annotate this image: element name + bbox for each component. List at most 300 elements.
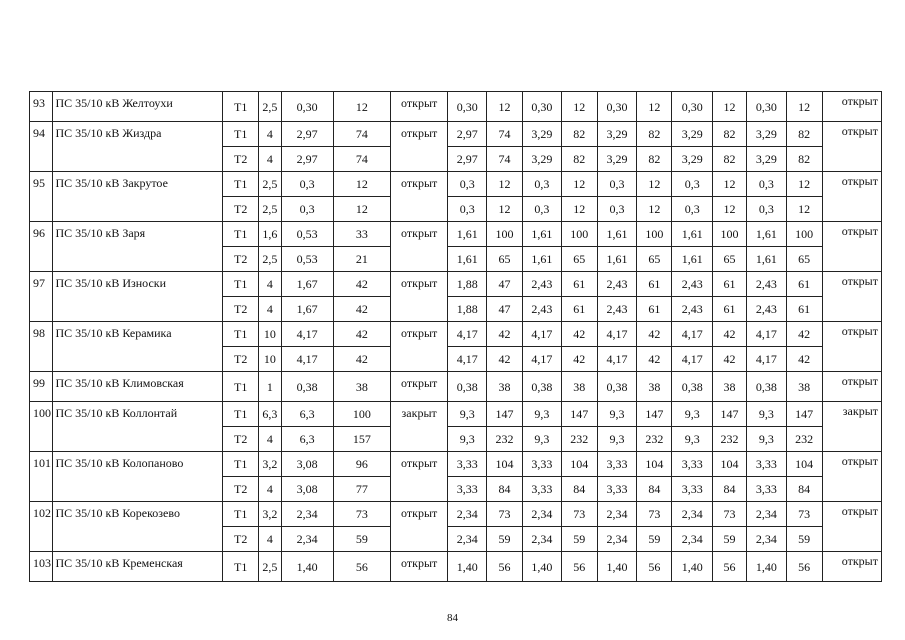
load-value-cell: 1,67	[281, 297, 333, 322]
load-value-cell: 2,34	[281, 527, 333, 552]
forecast-load-cell: 0,38	[672, 372, 713, 402]
table-row	[30, 122, 882, 147]
forecast-load-cell: 2,43	[597, 297, 637, 322]
substation-name-cell: ПС 35/10 кВ Климовская	[52, 372, 223, 402]
forecast-load-cell: 1,61	[597, 247, 637, 272]
forecast-percent-cell: 65	[786, 247, 822, 272]
forecast-percent-cell: 61	[713, 297, 747, 322]
forecast-percent-cell: 82	[713, 147, 747, 172]
row-number-cell: 94	[30, 122, 53, 172]
load-value-cell: 2,97	[281, 122, 333, 147]
forecast-percent-cell: 38	[637, 372, 672, 402]
forecast-load-cell: 3,33	[746, 477, 786, 502]
forecast-load-cell: 0,38	[522, 372, 561, 402]
forecast-percent-cell: 232	[713, 427, 747, 452]
rated-power-cell: 3,2	[259, 452, 282, 477]
forecast-load-cell: 0,38	[448, 372, 487, 402]
forecast-percent-cell: 232	[487, 427, 523, 452]
forecast-load-cell: 9,3	[672, 427, 713, 452]
forecast-load-cell: 0,30	[672, 92, 713, 122]
table-row	[30, 452, 882, 477]
forecast-load-cell: 2,34	[522, 502, 561, 527]
load-percent-cell: 42	[333, 322, 390, 347]
table-row	[30, 172, 882, 197]
forecast-percent-cell: 12	[637, 197, 672, 222]
forecast-percent-cell: 74	[487, 147, 523, 172]
forecast-load-cell: 2,43	[672, 297, 713, 322]
forecast-load-cell: 4,17	[448, 347, 487, 372]
status-cell: открыт	[391, 92, 448, 122]
forecast-load-cell: 0,3	[448, 197, 487, 222]
forecast-load-cell: 1,40	[746, 552, 786, 582]
forecast-percent-cell: 147	[561, 402, 597, 427]
forecast-load-cell: 2,97	[448, 122, 487, 147]
forecast-load-cell: 0,38	[746, 372, 786, 402]
forecast-percent-cell: 61	[637, 272, 672, 297]
forecast-load-cell: 0,3	[522, 172, 561, 197]
load-value-cell: 2,97	[281, 147, 333, 172]
forecast-percent-cell: 42	[487, 322, 523, 347]
forecast-percent-cell: 12	[786, 172, 822, 197]
forecast-load-cell: 1,61	[522, 247, 561, 272]
forecast-percent-cell: 42	[637, 322, 672, 347]
transformer-cell: Т2	[223, 427, 259, 452]
forecast-percent-cell: 42	[786, 347, 822, 372]
transformer-cell: Т2	[223, 347, 259, 372]
row-number-cell: 97	[30, 272, 53, 322]
rated-power-cell: 4	[259, 427, 282, 452]
forecast-percent-cell: 232	[561, 427, 597, 452]
rated-power-cell: 4	[259, 122, 282, 147]
forecast-load-cell: 2,34	[522, 527, 561, 552]
forecast-load-cell: 9,3	[448, 427, 487, 452]
forecast-load-cell: 1,40	[672, 552, 713, 582]
forecast-load-cell: 3,33	[672, 477, 713, 502]
forecast-load-cell: 4,17	[597, 322, 637, 347]
final-status-cell: открыт	[822, 222, 881, 272]
forecast-load-cell: 3,33	[597, 452, 637, 477]
rated-power-cell: 4	[259, 272, 282, 297]
transformer-cell: Т2	[223, 147, 259, 172]
substation-load-table	[29, 91, 882, 582]
forecast-percent-cell: 84	[487, 477, 523, 502]
forecast-percent-cell: 38	[561, 372, 597, 402]
table-body	[30, 92, 882, 582]
forecast-percent-cell: 104	[713, 452, 747, 477]
table-row	[30, 502, 882, 527]
forecast-load-cell: 4,17	[448, 322, 487, 347]
forecast-load-cell: 1,61	[597, 222, 637, 247]
final-status-cell: открыт	[822, 272, 881, 322]
forecast-percent-cell: 73	[786, 502, 822, 527]
forecast-percent-cell: 104	[637, 452, 672, 477]
forecast-percent-cell: 12	[487, 92, 523, 122]
forecast-percent-cell: 147	[637, 402, 672, 427]
table-row	[30, 92, 882, 122]
forecast-load-cell: 2,34	[597, 527, 637, 552]
substation-name-cell: ПС 35/10 кВ Кременская	[52, 552, 223, 582]
final-status-cell: открыт	[822, 172, 881, 222]
load-value-cell: 3,08	[281, 477, 333, 502]
forecast-percent-cell: 232	[637, 427, 672, 452]
table-row	[30, 272, 882, 297]
row-number-cell: 98	[30, 322, 53, 372]
forecast-load-cell: 0,38	[597, 372, 637, 402]
load-value-cell: 1,67	[281, 272, 333, 297]
forecast-percent-cell: 65	[487, 247, 523, 272]
final-status-cell: открыт	[822, 552, 881, 582]
forecast-percent-cell: 38	[713, 372, 747, 402]
load-value-cell: 0,53	[281, 247, 333, 272]
forecast-percent-cell: 84	[786, 477, 822, 502]
transformer-cell: Т2	[223, 197, 259, 222]
rated-power-cell: 1,6	[259, 222, 282, 247]
forecast-load-cell: 9,3	[597, 427, 637, 452]
rated-power-cell: 2,5	[259, 197, 282, 222]
load-value-cell: 4,17	[281, 347, 333, 372]
transformer-cell: Т1	[223, 122, 259, 147]
substation-table-sheet	[29, 91, 882, 595]
forecast-load-cell: 1,61	[672, 247, 713, 272]
load-percent-cell: 96	[333, 452, 390, 477]
forecast-percent-cell: 73	[561, 502, 597, 527]
forecast-load-cell: 3,33	[522, 452, 561, 477]
forecast-load-cell: 0,30	[448, 92, 487, 122]
forecast-load-cell: 1,40	[448, 552, 487, 582]
forecast-percent-cell: 100	[786, 222, 822, 247]
row-number-cell: 100	[30, 402, 53, 452]
row-number-cell: 99	[30, 372, 53, 402]
forecast-percent-cell: 42	[561, 322, 597, 347]
status-cell: закрыт	[391, 402, 448, 452]
forecast-percent-cell: 100	[637, 222, 672, 247]
transformer-cell: Т2	[223, 527, 259, 552]
forecast-percent-cell: 65	[637, 247, 672, 272]
forecast-load-cell: 2,43	[746, 272, 786, 297]
forecast-percent-cell: 12	[713, 92, 747, 122]
forecast-load-cell: 2,43	[746, 297, 786, 322]
substation-name-cell: ПС 35/10 кВ Закрутое	[52, 172, 223, 222]
forecast-percent-cell: 82	[786, 147, 822, 172]
load-value-cell: 6,3	[281, 402, 333, 427]
row-number-cell: 95	[30, 172, 53, 222]
final-status-cell: открыт	[822, 452, 881, 502]
forecast-percent-cell: 59	[637, 527, 672, 552]
forecast-percent-cell: 42	[561, 347, 597, 372]
transformer-cell: Т1	[223, 502, 259, 527]
forecast-load-cell: 0,3	[448, 172, 487, 197]
status-cell: открыт	[391, 502, 448, 552]
load-value-cell: 0,30	[281, 92, 333, 122]
forecast-load-cell: 2,34	[448, 502, 487, 527]
forecast-percent-cell: 84	[637, 477, 672, 502]
forecast-percent-cell: 59	[713, 527, 747, 552]
transformer-cell: Т1	[223, 92, 259, 122]
row-number-cell: 103	[30, 552, 53, 582]
final-status-cell: открыт	[822, 502, 881, 552]
final-status-cell: открыт	[822, 372, 881, 402]
load-value-cell: 0,53	[281, 222, 333, 247]
forecast-percent-cell: 12	[487, 197, 523, 222]
forecast-load-cell: 9,3	[746, 427, 786, 452]
forecast-load-cell: 1,40	[522, 552, 561, 582]
forecast-load-cell: 4,17	[597, 347, 637, 372]
forecast-percent-cell: 56	[487, 552, 523, 582]
load-percent-cell: 42	[333, 297, 390, 322]
table-row	[30, 552, 882, 582]
forecast-load-cell: 4,17	[672, 322, 713, 347]
forecast-percent-cell: 38	[786, 372, 822, 402]
forecast-load-cell: 0,3	[597, 197, 637, 222]
load-percent-cell: 21	[333, 247, 390, 272]
load-value-cell: 0,3	[281, 172, 333, 197]
forecast-load-cell: 3,33	[522, 477, 561, 502]
transformer-cell: Т1	[223, 372, 259, 402]
final-status-cell: открыт	[822, 92, 881, 122]
forecast-load-cell: 3,29	[522, 122, 561, 147]
forecast-percent-cell: 12	[561, 197, 597, 222]
forecast-percent-cell: 47	[487, 272, 523, 297]
forecast-load-cell: 4,17	[522, 322, 561, 347]
forecast-load-cell: 4,17	[746, 347, 786, 372]
rated-power-cell: 2,5	[259, 552, 282, 582]
forecast-percent-cell: 73	[713, 502, 747, 527]
substation-name-cell: ПС 35/10 кВ Корекозево	[52, 502, 223, 552]
forecast-percent-cell: 12	[786, 197, 822, 222]
status-cell: открыт	[391, 272, 448, 322]
forecast-load-cell: 1,40	[597, 552, 637, 582]
forecast-load-cell: 3,33	[448, 452, 487, 477]
forecast-percent-cell: 42	[713, 322, 747, 347]
forecast-percent-cell: 56	[713, 552, 747, 582]
forecast-percent-cell: 100	[487, 222, 523, 247]
forecast-percent-cell: 59	[786, 527, 822, 552]
load-percent-cell: 74	[333, 122, 390, 147]
rated-power-cell: 3,2	[259, 502, 282, 527]
status-cell: открыт	[391, 172, 448, 222]
forecast-load-cell: 3,33	[597, 477, 637, 502]
forecast-load-cell: 2,34	[746, 502, 786, 527]
forecast-load-cell: 2,34	[746, 527, 786, 552]
forecast-load-cell: 3,29	[597, 147, 637, 172]
forecast-percent-cell: 59	[561, 527, 597, 552]
load-percent-cell: 12	[333, 172, 390, 197]
load-percent-cell: 42	[333, 272, 390, 297]
transformer-cell: Т1	[223, 172, 259, 197]
forecast-percent-cell: 61	[713, 272, 747, 297]
forecast-load-cell: 9,3	[522, 402, 561, 427]
rated-power-cell: 4	[259, 297, 282, 322]
forecast-percent-cell: 42	[637, 347, 672, 372]
load-value-cell: 2,34	[281, 502, 333, 527]
table-row	[30, 222, 882, 247]
row-number-cell: 102	[30, 502, 53, 552]
forecast-percent-cell: 42	[713, 347, 747, 372]
row-number-cell: 96	[30, 222, 53, 272]
load-percent-cell: 42	[333, 347, 390, 372]
substation-name-cell: ПС 35/10 кВ Заря	[52, 222, 223, 272]
forecast-load-cell: 3,29	[672, 122, 713, 147]
load-percent-cell: 33	[333, 222, 390, 247]
forecast-percent-cell: 12	[487, 172, 523, 197]
forecast-load-cell: 1,61	[448, 247, 487, 272]
load-percent-cell: 73	[333, 502, 390, 527]
rated-power-cell: 4	[259, 527, 282, 552]
load-value-cell: 6,3	[281, 427, 333, 452]
forecast-percent-cell: 61	[637, 297, 672, 322]
forecast-percent-cell: 61	[561, 272, 597, 297]
forecast-percent-cell: 82	[561, 122, 597, 147]
forecast-load-cell: 1,88	[448, 272, 487, 297]
forecast-load-cell: 0,30	[746, 92, 786, 122]
row-number-cell: 93	[30, 92, 53, 122]
substation-name-cell: ПС 35/10 кВ Желтоухи	[52, 92, 223, 122]
status-cell: открыт	[391, 372, 448, 402]
forecast-percent-cell: 147	[713, 402, 747, 427]
forecast-percent-cell: 82	[713, 122, 747, 147]
forecast-load-cell: 0,30	[597, 92, 637, 122]
rated-power-cell: 2,5	[259, 92, 282, 122]
load-percent-cell: 56	[333, 552, 390, 582]
final-status-cell: открыт	[822, 322, 881, 372]
forecast-percent-cell: 73	[487, 502, 523, 527]
forecast-load-cell: 2,34	[672, 527, 713, 552]
forecast-percent-cell: 100	[713, 222, 747, 247]
forecast-percent-cell: 12	[713, 172, 747, 197]
rated-power-cell: 4	[259, 147, 282, 172]
table-row	[30, 322, 882, 347]
forecast-load-cell: 2,43	[597, 272, 637, 297]
forecast-load-cell: 4,17	[672, 347, 713, 372]
forecast-load-cell: 9,3	[522, 427, 561, 452]
forecast-percent-cell: 104	[561, 452, 597, 477]
forecast-load-cell: 0,3	[746, 172, 786, 197]
page-number: 84	[447, 612, 458, 624]
forecast-percent-cell: 74	[487, 122, 523, 147]
transformer-cell: Т2	[223, 477, 259, 502]
load-value-cell: 0,3	[281, 197, 333, 222]
substation-name-cell: ПС 35/10 кВ Колопаново	[52, 452, 223, 502]
forecast-percent-cell: 232	[786, 427, 822, 452]
transformer-cell: Т1	[223, 402, 259, 427]
table-row	[30, 402, 882, 427]
forecast-percent-cell: 12	[561, 92, 597, 122]
forecast-load-cell: 4,17	[746, 322, 786, 347]
forecast-load-cell: 2,34	[672, 502, 713, 527]
status-cell: открыт	[391, 222, 448, 272]
forecast-load-cell: 1,61	[522, 222, 561, 247]
forecast-percent-cell: 12	[637, 172, 672, 197]
final-status-cell: открыт	[822, 122, 881, 172]
rated-power-cell: 4	[259, 477, 282, 502]
load-percent-cell: 100	[333, 402, 390, 427]
forecast-percent-cell: 12	[786, 92, 822, 122]
forecast-load-cell: 1,61	[746, 247, 786, 272]
forecast-load-cell: 0,3	[522, 197, 561, 222]
substation-name-cell: ПС 35/10 кВ Жиздра	[52, 122, 223, 172]
forecast-percent-cell: 147	[786, 402, 822, 427]
forecast-percent-cell: 82	[637, 147, 672, 172]
forecast-load-cell: 1,61	[448, 222, 487, 247]
forecast-percent-cell: 42	[487, 347, 523, 372]
forecast-percent-cell: 12	[561, 172, 597, 197]
forecast-percent-cell: 100	[561, 222, 597, 247]
forecast-load-cell: 9,3	[672, 402, 713, 427]
forecast-load-cell: 3,29	[672, 147, 713, 172]
load-value-cell: 1,40	[281, 552, 333, 582]
status-cell: открыт	[391, 322, 448, 372]
transformer-cell: Т1	[223, 322, 259, 347]
forecast-load-cell: 0,3	[672, 172, 713, 197]
forecast-percent-cell: 59	[487, 527, 523, 552]
transformer-cell: Т1	[223, 272, 259, 297]
status-cell: открыт	[391, 552, 448, 582]
transformer-cell: Т2	[223, 247, 259, 272]
forecast-load-cell: 0,3	[672, 197, 713, 222]
forecast-percent-cell: 61	[786, 272, 822, 297]
substation-name-cell: ПС 35/10 кВ Коллонтай	[52, 402, 223, 452]
forecast-load-cell: 1,61	[746, 222, 786, 247]
load-value-cell: 3,08	[281, 452, 333, 477]
forecast-load-cell: 4,17	[522, 347, 561, 372]
forecast-percent-cell: 104	[487, 452, 523, 477]
forecast-load-cell: 1,61	[672, 222, 713, 247]
forecast-percent-cell: 65	[713, 247, 747, 272]
load-percent-cell: 77	[333, 477, 390, 502]
forecast-percent-cell: 12	[713, 197, 747, 222]
forecast-percent-cell: 12	[637, 92, 672, 122]
forecast-load-cell: 3,29	[746, 147, 786, 172]
load-value-cell: 4,17	[281, 322, 333, 347]
forecast-load-cell: 2,43	[672, 272, 713, 297]
forecast-percent-cell: 38	[487, 372, 523, 402]
forecast-load-cell: 2,34	[597, 502, 637, 527]
forecast-percent-cell: 47	[487, 297, 523, 322]
forecast-load-cell: 3,29	[746, 122, 786, 147]
substation-name-cell: ПС 35/10 кВ Керамика	[52, 322, 223, 372]
forecast-load-cell: 9,3	[746, 402, 786, 427]
final-status-cell: закрыт	[822, 402, 881, 452]
forecast-load-cell: 9,3	[597, 402, 637, 427]
rated-power-cell: 1	[259, 372, 282, 402]
forecast-load-cell: 2,43	[522, 272, 561, 297]
forecast-percent-cell: 73	[637, 502, 672, 527]
forecast-percent-cell: 61	[561, 297, 597, 322]
status-cell: открыт	[391, 122, 448, 172]
forecast-load-cell: 1,88	[448, 297, 487, 322]
rated-power-cell: 2,5	[259, 247, 282, 272]
row-number-cell: 101	[30, 452, 53, 502]
forecast-percent-cell: 104	[786, 452, 822, 477]
load-percent-cell: 157	[333, 427, 390, 452]
forecast-percent-cell: 56	[637, 552, 672, 582]
forecast-percent-cell: 82	[637, 122, 672, 147]
load-percent-cell: 12	[333, 197, 390, 222]
status-cell: открыт	[391, 452, 448, 502]
load-percent-cell: 74	[333, 147, 390, 172]
load-value-cell: 0,38	[281, 372, 333, 402]
forecast-percent-cell: 61	[786, 297, 822, 322]
forecast-load-cell: 3,29	[522, 147, 561, 172]
substation-name-cell: ПС 35/10 кВ Износки	[52, 272, 223, 322]
forecast-load-cell: 0,30	[522, 92, 561, 122]
rated-power-cell: 10	[259, 322, 282, 347]
forecast-percent-cell: 84	[561, 477, 597, 502]
load-percent-cell: 59	[333, 527, 390, 552]
forecast-percent-cell: 147	[487, 402, 523, 427]
forecast-load-cell: 3,33	[448, 477, 487, 502]
forecast-load-cell: 0,3	[597, 172, 637, 197]
